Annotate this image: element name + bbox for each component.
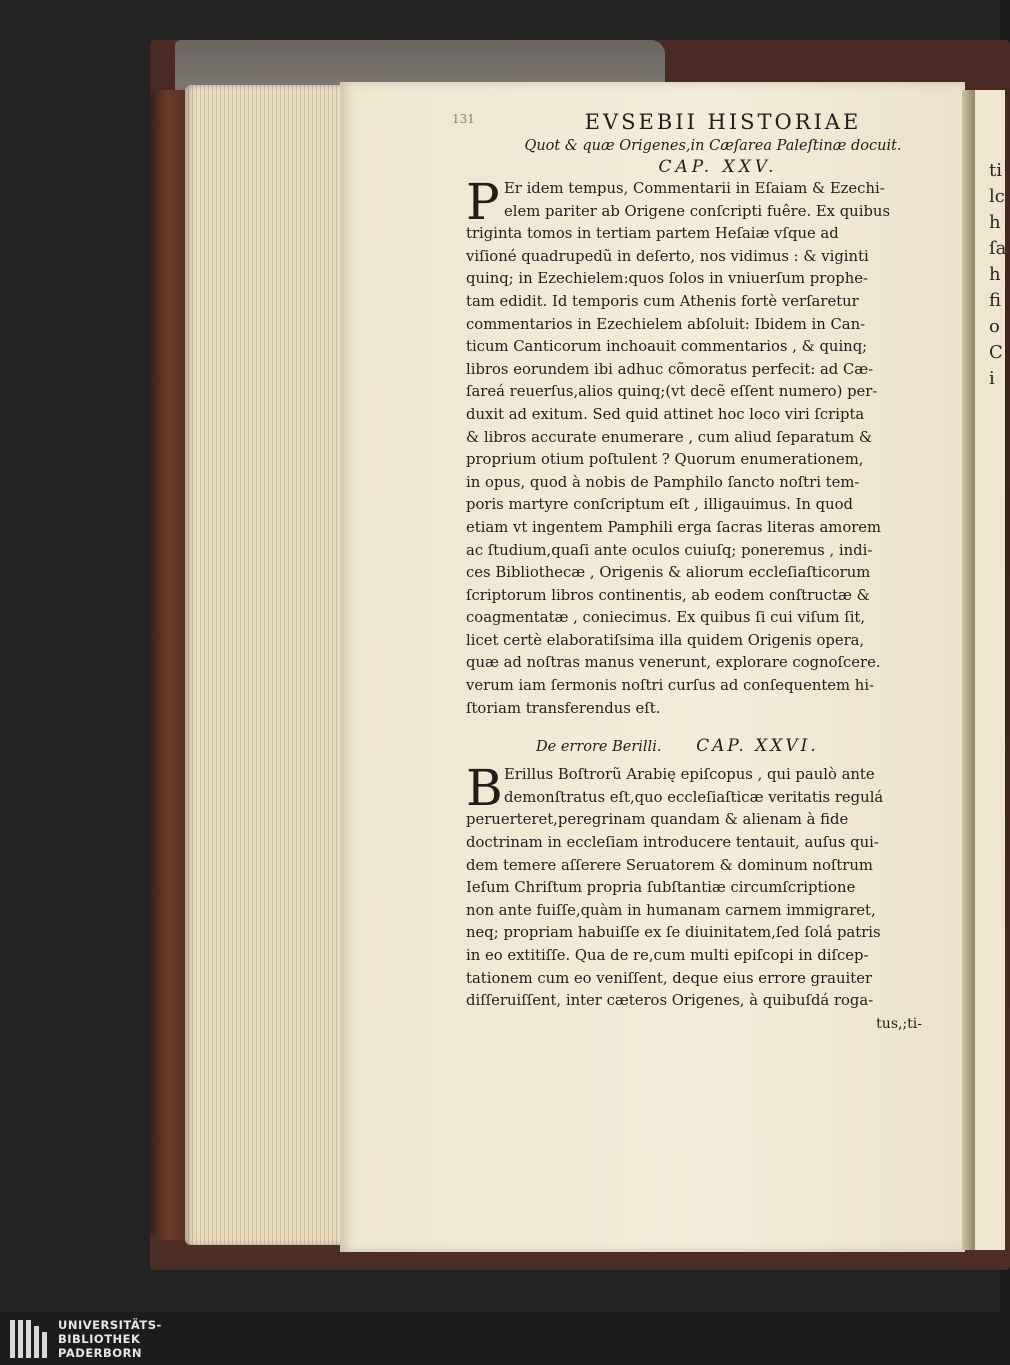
- chapter-25-number: CAP. XXV.: [658, 157, 778, 177]
- chapter26-line: in eo extitiſſe. Qua de re,cum multi epiſcopi in diſcep-: [466, 947, 869, 964]
- chapter25-line: coagmentatæ , coniecimus. Ex quibus ſi cui viſum ſit,: [466, 609, 866, 627]
- running-head: EVSEBII HISTORIAE: [584, 110, 862, 134]
- chapter25-line: Er idem tempus, Commentarii in Eſaiam & Ezechi-: [504, 180, 885, 197]
- chapter-26-title: De errore Berilli.: [536, 739, 662, 756]
- chapter25-line: in opus, quod à nobis de Pamphilo ſancto noſtri tem-: [466, 473, 860, 491]
- chapter25-line: poris martyre conſcriptum eſt , illigauimus. In quod: [466, 496, 854, 514]
- chapter-26-heading: [466, 728, 950, 764]
- chapter25-line: elem pariter ab Origene conſcripti fuêre. Ex quibus: [504, 202, 891, 220]
- chapter26-line: tationem cum eo veniſſent, deque eius errore grauiter: [466, 969, 873, 987]
- chapter25-line: ſareá reuerſus,alios quinq;(vt decẽ eſſent numero) per-: [466, 383, 878, 401]
- chapter25-line: ſtoriam transferendus eſt.: [466, 699, 661, 717]
- margin-number: 131: [452, 112, 475, 126]
- chapter25-line: proprium otium poſtulent ? Quorum enumerationem,: [466, 451, 864, 469]
- catchword: tus,;ti-: [876, 1015, 922, 1032]
- library-name-line-3: PADERBORN: [58, 1346, 143, 1360]
- chapter26-line: Erillus Boſtrorũ Arabię epiſcopus , qui paulò ante: [504, 766, 875, 784]
- facing-page-fragment: C: [989, 342, 1003, 363]
- chapter25-line: ac ſtudium,quaſi ante oculos cuiuſq; poneremus , indi-: [466, 541, 873, 559]
- chapter-26-number: CAP. XXVI.: [696, 736, 819, 757]
- chapter25-line: ces Bibliothecæ , Origenis & aliorum eccleſiaſticorum: [466, 564, 871, 582]
- chapter25-line: tam edidit. Id temporis cum Athenis fortè verſaretur: [466, 292, 859, 310]
- chapter25-line: verum iam ſermonis noſtri curſus ad conſequentem hi-: [466, 677, 875, 695]
- chapter25-line: & libros accurate enumerare , cum aliud ſeparatum &: [466, 428, 873, 446]
- chapter26-line: doctrinam in eccleſiam introducere tentauit, auſus qui-: [466, 834, 879, 852]
- chapter26-line: Ieſum Chriſtum propria ſubſtantiæ circumſcriptione: [466, 879, 856, 897]
- facing-page-fragment: lc: [989, 186, 1005, 207]
- facing-page-fragment: h: [989, 212, 1001, 233]
- chapter25-line: triginta tomos in tertiam partem Heſaiæ vſque ad: [466, 225, 839, 243]
- chapter26-line: non ante fuiſſe,quàm in humanam carnem immigraret,: [466, 901, 876, 919]
- chapter-25-body: [466, 173, 950, 720]
- page-text: [466, 108, 950, 1035]
- chapter25-line: quinq; in Ezechielem:quos ſolos in vniuerſum prophe-: [466, 270, 868, 288]
- chapter26-line: peruerteret,peregrinam quandam & alienam à fide: [466, 811, 849, 829]
- library-logo-icon: [8, 1318, 50, 1360]
- facing-page-fragment: ti: [989, 160, 1002, 181]
- page-stack-edge: [185, 85, 345, 1245]
- chapter26-line: neq; propriam habuiſſe ex ſe diuinitatem,ſed ſolá patris: [466, 924, 881, 942]
- facing-page: [975, 90, 1005, 1250]
- chapter26-line: demonſtratus eſt,quo eccleſiaſticæ veritatis regulá: [504, 788, 884, 806]
- chapter26-line: dem temere aſſerere Seruatorem & dominum noſtrum: [466, 856, 873, 874]
- chapter-26-body: [466, 759, 950, 1013]
- chapter25-line: libros eorundem ibi adhuc cõmoratus perfecit: ad Cæ-: [466, 360, 874, 378]
- facing-page-fragment: o: [989, 316, 1000, 337]
- chapter25-line: ticum Canticorum inchoauit commentarios , & quinq;: [466, 338, 868, 356]
- dropcap-p: P: [466, 173, 500, 231]
- chapter25-line: licet certè elaboratiſsima illa quidem Origenis opera,: [466, 631, 865, 649]
- chapter25-line: ſcriptorum libros continentis, ab eodem conſtructæ &: [466, 586, 870, 604]
- chapter-25-title: Quot & quæ Origenes,in Cæſarea Paleſtinæ docuit.: [524, 138, 902, 154]
- page-gutter: [962, 90, 976, 1250]
- facing-page-fragment: i: [989, 368, 995, 389]
- chapter25-line: etiam vt ingentem Pamphili erga ſacras literas amorem: [466, 518, 882, 536]
- footer-bar: [0, 1312, 1000, 1365]
- chapter25-line: viſioné quadrupedũ in deſerto, nos vidimus : & viginti: [466, 247, 869, 265]
- facing-page-fragments: [975, 158, 1005, 392]
- library-name-line-2: BIBLIOTHEK: [58, 1332, 141, 1346]
- facing-page-fragment: h: [989, 264, 1001, 285]
- chapter26-line: diſſeruiſſent, inter cæteros Origenes, à quibuſdá roga-: [466, 992, 874, 1010]
- chapter25-line: quæ ad noſtras manus venerunt, explorare cognoſcere.: [466, 654, 881, 672]
- library-name-line-1: UNIVERSITÄTS-: [58, 1318, 162, 1332]
- chapter25-line: duxit ad exitum. Sed quid attinet hoc loco viri ſcripta: [466, 405, 865, 423]
- facing-page-fragment: fi: [989, 290, 1002, 311]
- chapter25-line: commentarios in Ezechielem abſoluit: Ibidem in Can-: [466, 315, 866, 333]
- dropcap-b: B: [466, 759, 503, 818]
- library-name: [58, 1318, 162, 1360]
- facing-page-fragment: ſa: [989, 238, 1007, 259]
